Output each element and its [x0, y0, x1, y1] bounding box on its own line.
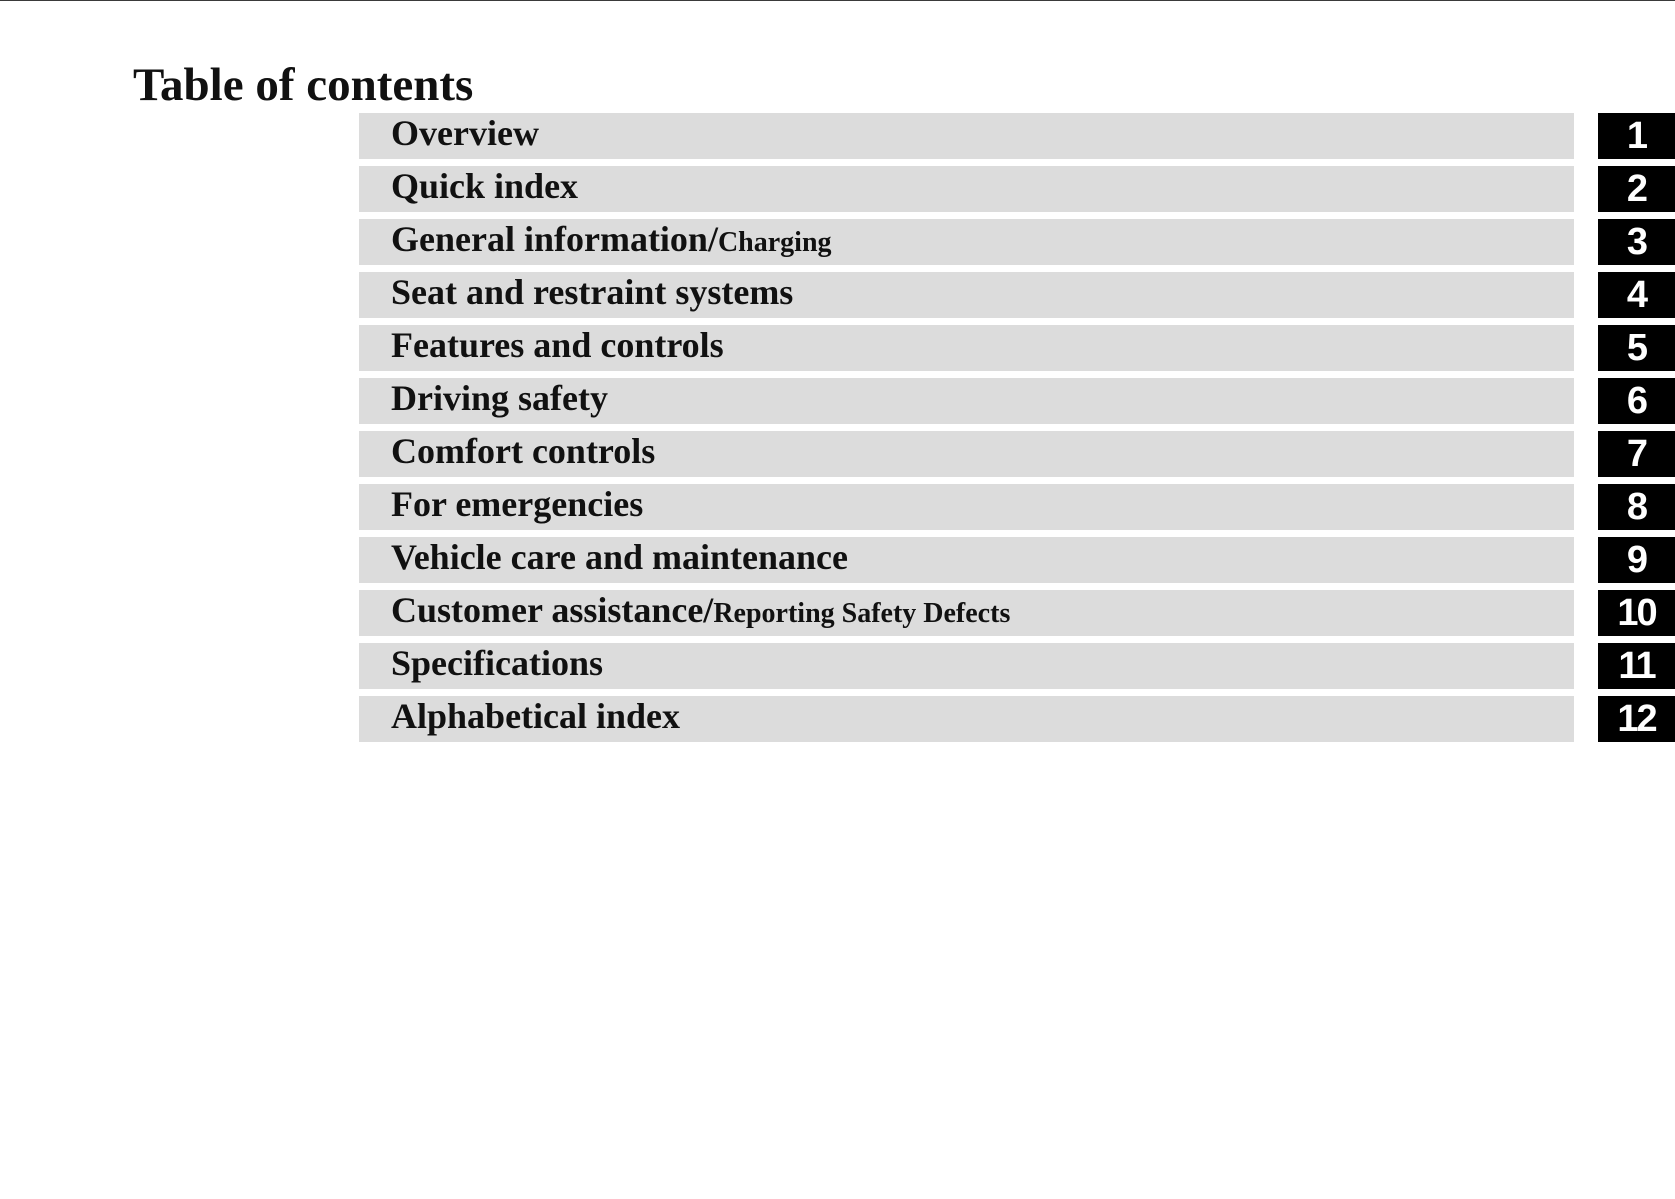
toc-item-specifications[interactable]	[359, 643, 1675, 689]
section-tab-number[interactable]: 2	[1598, 166, 1675, 212]
toc-item-customer-assistance[interactable]	[359, 590, 1675, 636]
section-tab-number[interactable]: 12	[1598, 696, 1675, 742]
toc-item-label: Alphabetical index	[391, 696, 681, 736]
section-tab-number[interactable]: 6	[1598, 378, 1675, 424]
toc-item-overview[interactable]	[359, 113, 1675, 159]
top-divider	[0, 0, 1675, 1]
toc-item-driving-safety[interactable]	[359, 378, 1675, 424]
section-tab-number[interactable]: 1	[1598, 113, 1675, 159]
section-tab-number[interactable]: 10	[1598, 590, 1675, 636]
section-tab-number[interactable]: 5	[1598, 325, 1675, 371]
toc-item-label: For emergencies	[391, 484, 644, 524]
toc-item-label: Overview	[391, 113, 539, 153]
toc-item-label: Seat and restraint systems	[391, 272, 794, 312]
toc-item-subtitle: Reporting Safety Defects	[713, 598, 1011, 629]
section-tab-number[interactable]: 8	[1598, 484, 1675, 530]
toc-item-label: General information/Charging	[391, 219, 832, 259]
page-title: Table of contents	[133, 59, 474, 111]
toc-item-label: Features and controls	[391, 325, 724, 365]
toc-item-bar	[359, 113, 1574, 159]
toc-item-quick-index[interactable]	[359, 166, 1675, 212]
section-tab-number[interactable]: 11	[1598, 643, 1675, 689]
toc-item-label: Driving safety	[391, 378, 608, 418]
toc-item-subtitle: Charging	[717, 227, 832, 258]
toc-item-label: Quick index	[391, 166, 579, 206]
toc-item-alphabetical-index[interactable]	[359, 696, 1675, 742]
toc-item-comfort-controls[interactable]	[359, 431, 1675, 477]
toc-item-seat-restraint[interactable]	[359, 272, 1675, 318]
toc-item-label: Comfort controls	[391, 431, 656, 471]
toc-item-features-controls[interactable]	[359, 325, 1675, 371]
toc-list	[359, 113, 1675, 749]
toc-item-vehicle-care[interactable]	[359, 537, 1675, 583]
toc-item-for-emergencies[interactable]	[359, 484, 1675, 530]
toc-item-general-information[interactable]	[359, 219, 1675, 265]
section-tab-number[interactable]: 7	[1598, 431, 1675, 477]
section-tab-number[interactable]: 4	[1598, 272, 1675, 318]
section-tab-number[interactable]: 9	[1598, 537, 1675, 583]
toc-item-label: Specifications	[391, 643, 603, 683]
toc-item-label: Customer assistance/Reporting Safety Defects	[391, 590, 1011, 630]
section-tab-number[interactable]: 3	[1598, 219, 1675, 265]
toc-item-label: Vehicle care and maintenance	[391, 537, 848, 577]
